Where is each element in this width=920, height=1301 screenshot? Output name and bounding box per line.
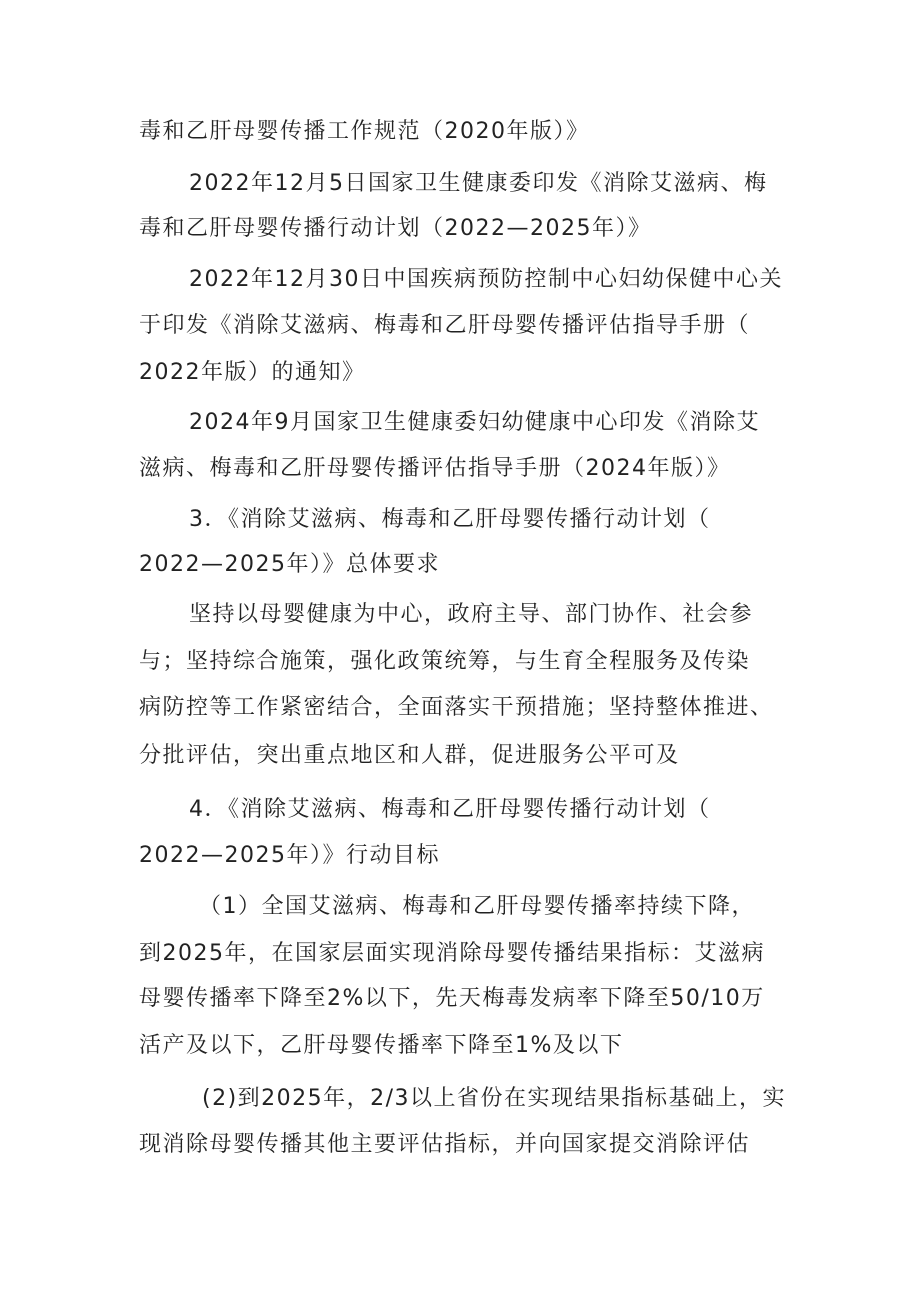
section-heading-4-cont: 2022—2025年）》行动目标 (139, 843, 440, 868)
section-heading-4: 4．《消除艾滋病、梅毒和乙肝母婴传播行动计划（ (189, 797, 711, 822)
paragraph-line-3: 毒和乙肝母婴传播行动计划（2022—2025年）》 (139, 216, 652, 241)
paragraph-line-10: 与；坚持综合施策，强化政策统筹，与生育全程服务及传染 (139, 649, 751, 674)
paragraph-line-11: 病防控等工作紧密结合，全面落实干预措施；坚持整体推进、 (139, 695, 774, 720)
paragraph-line-2: 2022年12月5日国家卫生健康委印发《消除艾滋病、梅 (189, 171, 768, 196)
paragraph-line-15: 母婴传播率下降至2%以下，先天梅毒发病率下降至50/10万 (139, 986, 765, 1011)
section-heading-3-cont: 2022—2025年）》总体要求 (139, 552, 440, 577)
paragraph-line-5: 于印发《消除艾滋病、梅毒和乙肝母婴传播评估指导手册（ (139, 313, 751, 338)
paragraph-line-7: 2024年9月国家卫生健康委妇幼健康中心印发《消除艾 (189, 410, 760, 435)
paragraph-line-14: 到2025年，在国家层面实现消除母婴传播结果指标：艾滋病 (139, 941, 765, 966)
section-heading-3: 3．《消除艾滋病、梅毒和乙肝母婴传播行动计划（ (189, 507, 711, 532)
paragraph-line-17: (2)到2025年，2/3以上省份在实现结果指标基础上，实 (202, 1086, 787, 1111)
paragraph-line-16: 活产及以下，乙肝母婴传播率下降至1%及以下 (139, 1033, 624, 1058)
paragraph-line-8: 滋病、梅毒和乙肝母婴传播评估指导手册（2024年版）》 (139, 456, 731, 481)
paragraph-line-4: 2022年12月30日中国疾病预防控制中心妇幼保健中心关 (189, 267, 783, 292)
paragraph-line-1: 毒和乙肝母婴传播工作规范（2020年版）》 (139, 119, 590, 144)
paragraph-line-6: 2022年版）的通知》 (139, 360, 366, 385)
paragraph-line-18: 现消除母婴传播其他主要评估指标，并向国家提交消除评估 (139, 1132, 751, 1157)
paragraph-line-12: 分批评估，突出重点地区和人群，促进服务公平可及 (139, 743, 680, 768)
paragraph-line-13: （1）全国艾滋病、梅毒和乙肝母婴传播率持续下降， (199, 894, 755, 919)
paragraph-line-9: 坚持以母婴健康为中心，政府主导、部门协作、社会参 (189, 602, 754, 627)
